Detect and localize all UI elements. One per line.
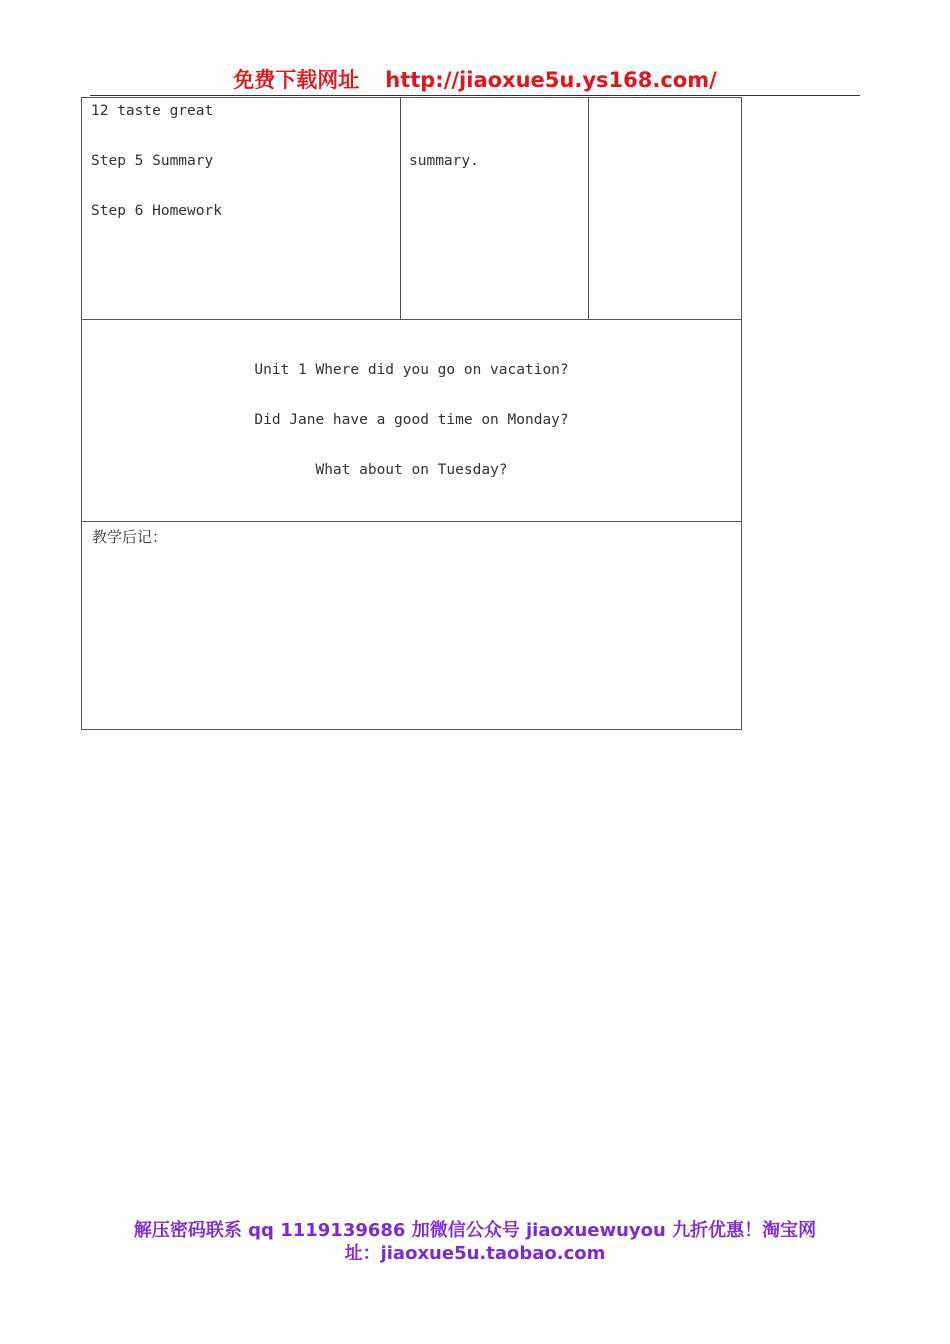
- step-line-homework: Step 6 Homework: [91, 203, 222, 219]
- board-line-unit-title: Unit 1 Where did you go on vacation?: [254, 362, 569, 378]
- footer-line-2[interactable]: 址：jiaoxue5u.taobao.com: [344, 1243, 606, 1264]
- step-line-summary: Step 5 Summary: [91, 153, 214, 169]
- board-line-question-tuesday: What about on Tuesday?: [315, 462, 508, 478]
- teaching-notes-label: 教学后记：: [92, 528, 168, 546]
- footer-line-1: 解压密码联系 qq 1119139686 加微信公众号 jiaoxuewuyou 九折优惠！淘宝网: [133, 1220, 817, 1241]
- column-divider-1: [400, 97, 401, 319]
- step-line-taste-great: 12 taste great: [91, 103, 214, 119]
- teaching-notes-cell: [81, 521, 742, 730]
- column-divider-2: [588, 97, 589, 319]
- header-label: 免费下载网址: [233, 68, 360, 92]
- blackboard-design-cell: [81, 319, 742, 522]
- board-line-question-monday: Did Jane have a good time on Monday?: [254, 412, 569, 428]
- header-url-link[interactable]: http://jiaoxue5u.ys168.com/: [385, 68, 717, 92]
- page-header: [90, 66, 860, 96]
- activity-summary-text: summary.: [409, 153, 479, 169]
